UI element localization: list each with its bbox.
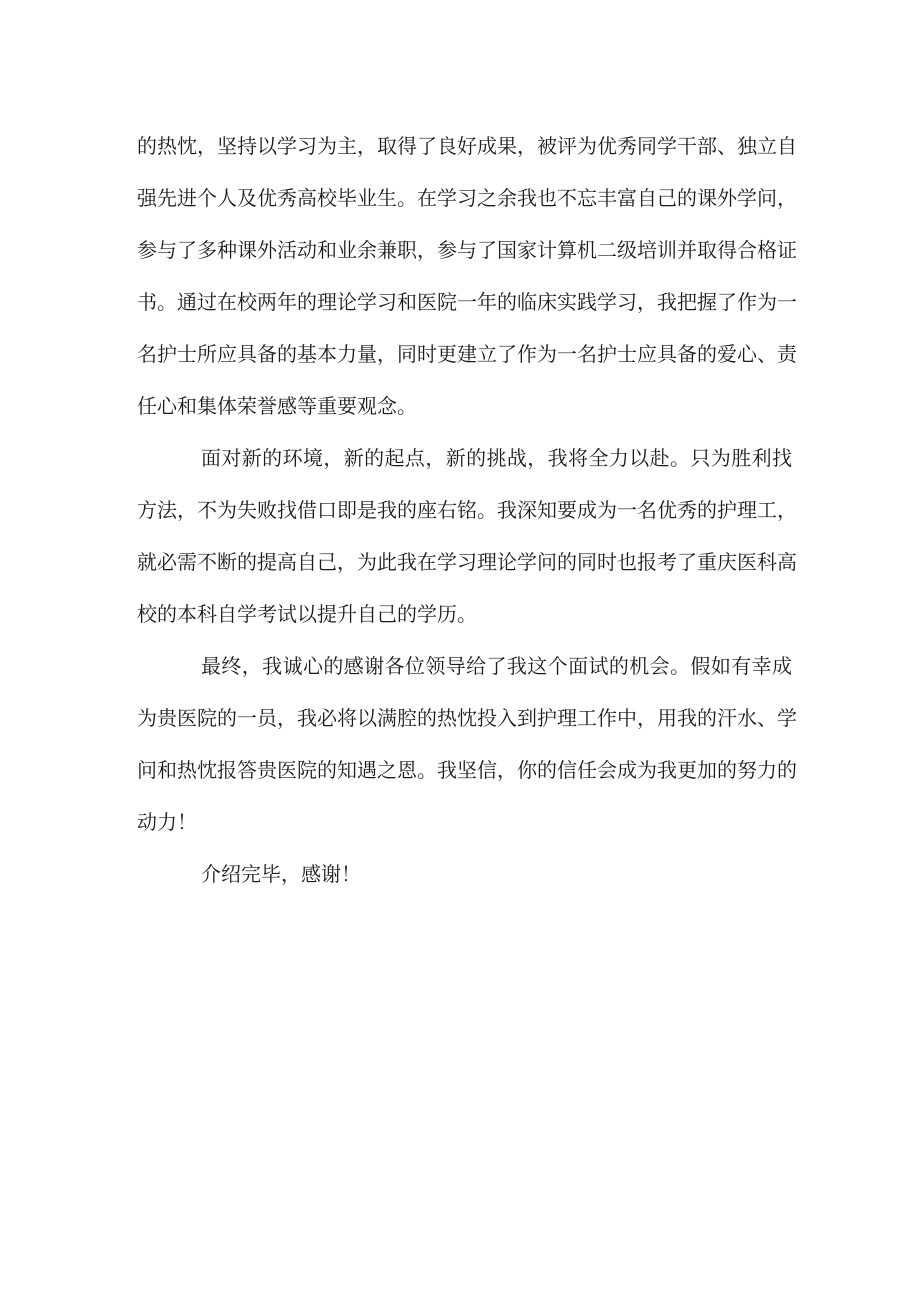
- document-body: [137, 134, 797, 886]
- text-line: 的热忱，坚持以学习为主，取得了良好成果，被评为优秀同学干部、独立自: [137, 134, 797, 158]
- text-line: 动力！: [137, 810, 197, 834]
- paragraph-2: [137, 446, 797, 626]
- text-line: 方法，不为失败找借口即是我的座右铭。我深知要成为一名优秀的护理工，: [137, 498, 797, 522]
- paragraph-1: [137, 134, 797, 418]
- text-line: 问和热忱报答贵医院的知遇之恩。我坚信，你的信任会成为我更加的努力的: [137, 758, 797, 782]
- text-line: 强先进个人及优秀高校毕业生。在学习之余我也不忘丰富自己的课外学问，: [137, 186, 797, 210]
- text-line: 校的本科自学考试以提升自己的学历。: [137, 602, 477, 626]
- text-line: 面对新的环境，新的起点，新的挑战，我将全力以赴。只为胜利找: [201, 446, 792, 470]
- text-line: 名护士所应具备的基本力量，同时更建立了作为一名护士应具备的爱心、责: [137, 342, 797, 366]
- text-line: 参与了多种课外活动和业余兼职，参与了国家计算机二级培训并取得合格证: [137, 238, 797, 262]
- paragraph-4: [137, 864, 792, 884]
- paragraph-3: [137, 654, 797, 834]
- text-line: 任心和集体荣誉感等重要观念。: [137, 394, 417, 418]
- closing-line: 介绍完毕，感谢！: [201, 862, 361, 886]
- text-line: 最终，我诚心的感谢各位领导给了我这个面试的机会。假如有幸成: [201, 654, 792, 678]
- text-line: 就必需不断的提高自己，为此我在学习理论学问的同时也报考了重庆医科高: [137, 550, 797, 574]
- text-line: 书。通过在校两年的理论学习和医院一年的临床实践学习，我把握了作为一: [137, 290, 797, 314]
- text-line: 为贵医院的一员，我必将以满腔的热忱投入到护理工作中，用我的汗水、学: [137, 706, 797, 730]
